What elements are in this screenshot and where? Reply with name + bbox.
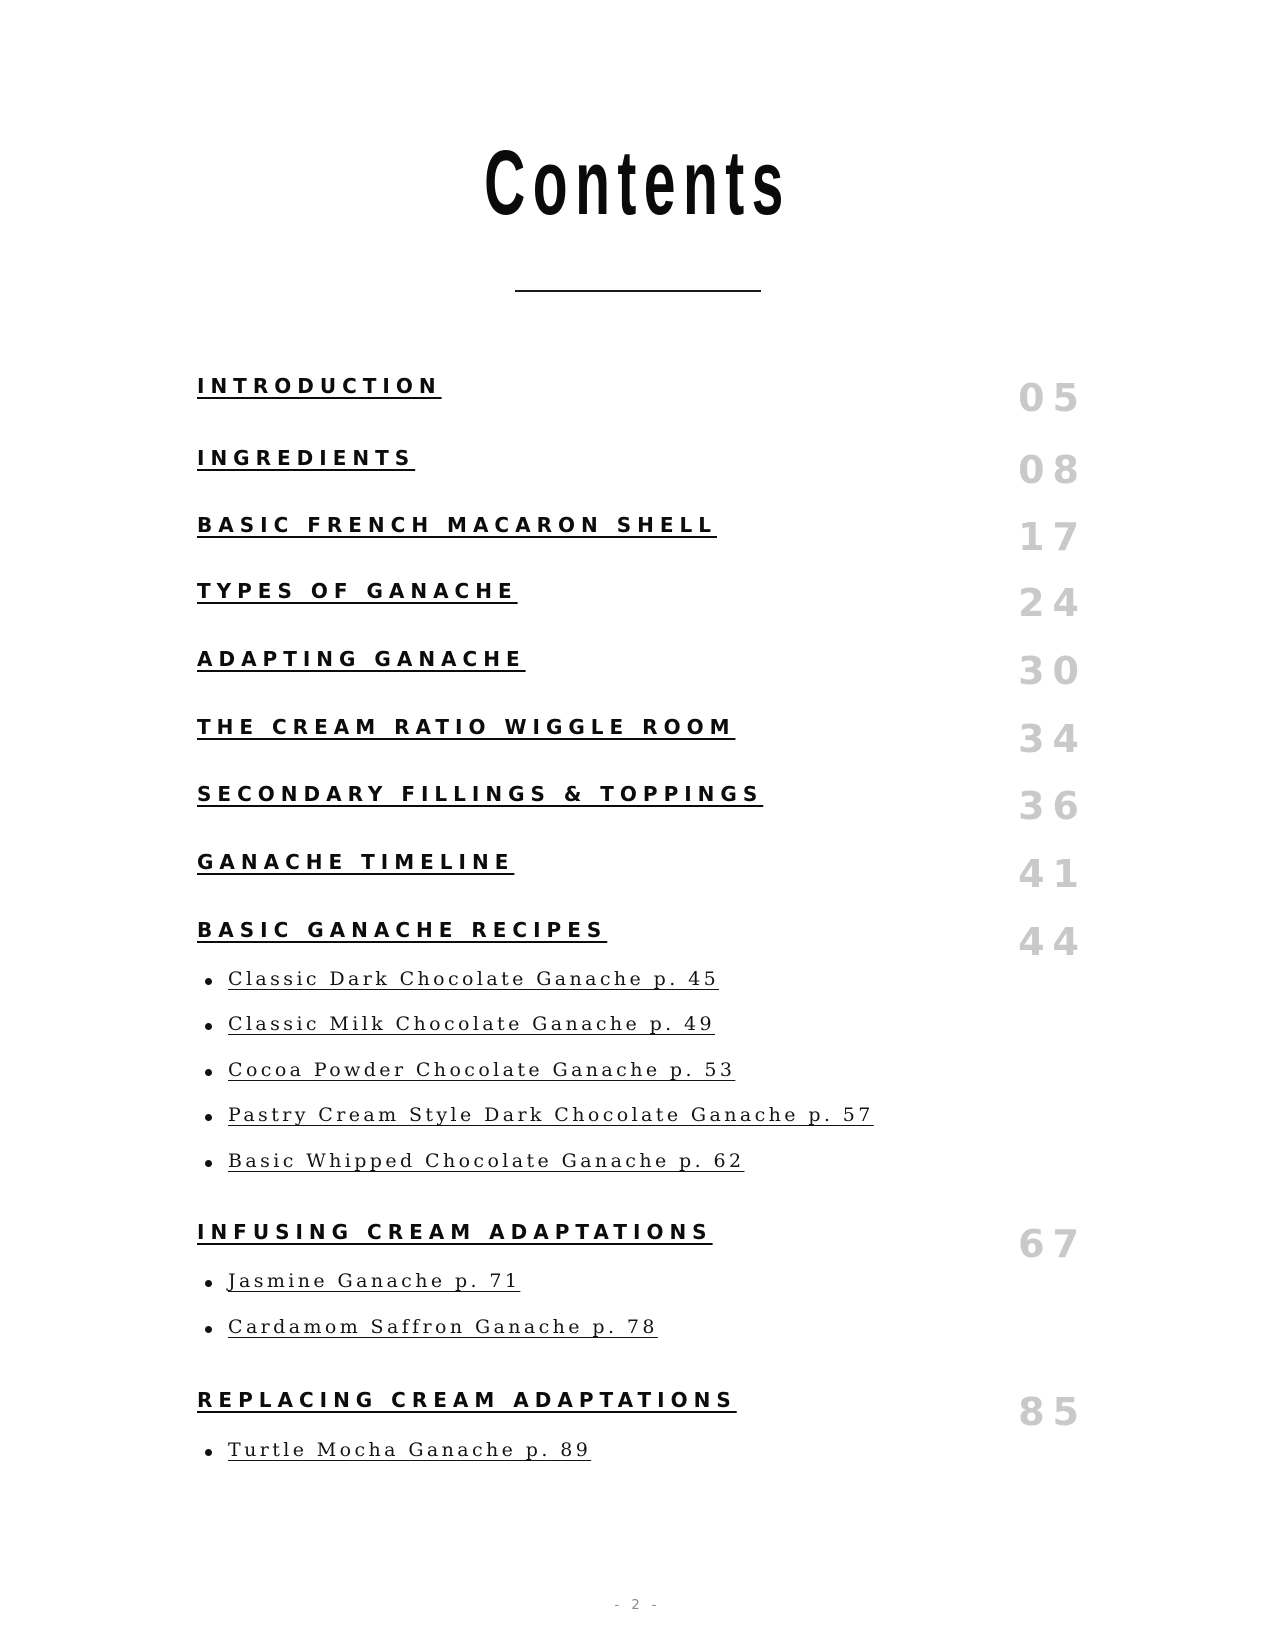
recipe-link[interactable]: Jasmine Ganache p. 71 bbox=[228, 1270, 521, 1292]
toc-link-types-of-ganache[interactable]: TYPES OF GANACHE bbox=[197, 579, 518, 603]
toc-page-number: 24 bbox=[1018, 581, 1087, 625]
toc-page-number: 08 bbox=[1018, 448, 1087, 492]
recipe-link[interactable]: Basic Whipped Chocolate Ganache p. 62 bbox=[228, 1150, 745, 1172]
page-title: Contents bbox=[484, 132, 791, 234]
list-item bbox=[205, 1054, 735, 1086]
recipe-link[interactable]: Cardamom Saffron Ganache p. 78 bbox=[228, 1316, 658, 1338]
toc-page-number: 05 bbox=[1018, 376, 1087, 420]
toc-page-number: 17 bbox=[1018, 515, 1087, 559]
toc-entry-cream-ratio-wiggle-room bbox=[197, 713, 1087, 773]
toc-page-number: 67 bbox=[1018, 1222, 1087, 1266]
bullet-icon bbox=[205, 1326, 212, 1333]
toc-link-replacing-cream-adaptations[interactable]: REPLACING CREAM ADAPTATIONS bbox=[197, 1388, 737, 1412]
page-number-footer: - 2 - bbox=[614, 1598, 661, 1613]
toc-entry-secondary-fillings-toppings bbox=[197, 780, 1087, 840]
toc-page-number: 30 bbox=[1018, 649, 1087, 693]
list-item bbox=[205, 1008, 715, 1040]
toc-link-introduction[interactable]: INTRODUCTION bbox=[197, 374, 442, 398]
bullet-icon bbox=[205, 1023, 212, 1030]
toc-link-basic-ganache-recipes[interactable]: BASIC GANACHE RECIPES bbox=[197, 918, 608, 942]
bullet-icon bbox=[205, 1069, 212, 1076]
toc-link-secondary-fillings-toppings[interactable]: SECONDARY FILLINGS & TOPPINGS bbox=[197, 782, 764, 806]
recipe-link[interactable]: Cocoa Powder Chocolate Ganache p. 53 bbox=[228, 1059, 736, 1081]
recipe-link[interactable]: Turtle Mocha Ganache p. 89 bbox=[228, 1439, 592, 1461]
list-item bbox=[205, 1099, 874, 1131]
toc-entry-ganache-timeline bbox=[197, 848, 1087, 908]
toc-entry-ingredients bbox=[197, 444, 1087, 504]
toc-link-cream-ratio-wiggle-room[interactable]: THE CREAM RATIO WIGGLE ROOM bbox=[197, 715, 736, 739]
bullet-icon bbox=[205, 1280, 212, 1287]
toc-entry-introduction bbox=[197, 372, 1087, 432]
toc-link-adapting-ganache[interactable]: ADAPTING GANACHE bbox=[197, 647, 526, 671]
bullet-icon bbox=[205, 1449, 212, 1456]
recipe-link[interactable]: Classic Milk Chocolate Ganache p. 49 bbox=[228, 1013, 716, 1035]
list-item bbox=[205, 1311, 658, 1343]
list-item bbox=[205, 1145, 744, 1177]
toc-entry-types-of-ganache bbox=[197, 577, 1087, 637]
toc-link-basic-french-macaron-shell[interactable]: BASIC FRENCH MACARON SHELL bbox=[197, 513, 717, 537]
toc-page-number: 34 bbox=[1018, 717, 1087, 761]
bullet-icon bbox=[205, 1160, 212, 1167]
list-item bbox=[205, 1265, 520, 1297]
list-item bbox=[205, 1434, 591, 1466]
toc-page-number: 44 bbox=[1018, 920, 1087, 964]
toc-page-number: 85 bbox=[1018, 1390, 1087, 1434]
toc-page-number: 36 bbox=[1018, 784, 1087, 828]
toc-entry-adapting-ganache bbox=[197, 645, 1087, 705]
title-divider bbox=[515, 290, 761, 292]
toc-link-ingredients[interactable]: INGREDIENTS bbox=[197, 446, 416, 470]
recipe-link[interactable]: Pastry Cream Style Dark Chocolate Ganache p. 57 bbox=[228, 1104, 874, 1126]
bullet-icon bbox=[205, 978, 212, 985]
list-item bbox=[205, 963, 719, 995]
toc-link-infusing-cream-adaptations[interactable]: INFUSING CREAM ADAPTATIONS bbox=[197, 1220, 713, 1244]
bullet-icon bbox=[205, 1114, 212, 1121]
recipe-link[interactable]: Classic Dark Chocolate Ganache p. 45 bbox=[228, 968, 720, 990]
toc-link-ganache-timeline[interactable]: GANACHE TIMELINE bbox=[197, 850, 515, 874]
toc-entry-basic-french-macaron-shell bbox=[197, 511, 1087, 571]
toc-page-number: 41 bbox=[1018, 852, 1087, 896]
